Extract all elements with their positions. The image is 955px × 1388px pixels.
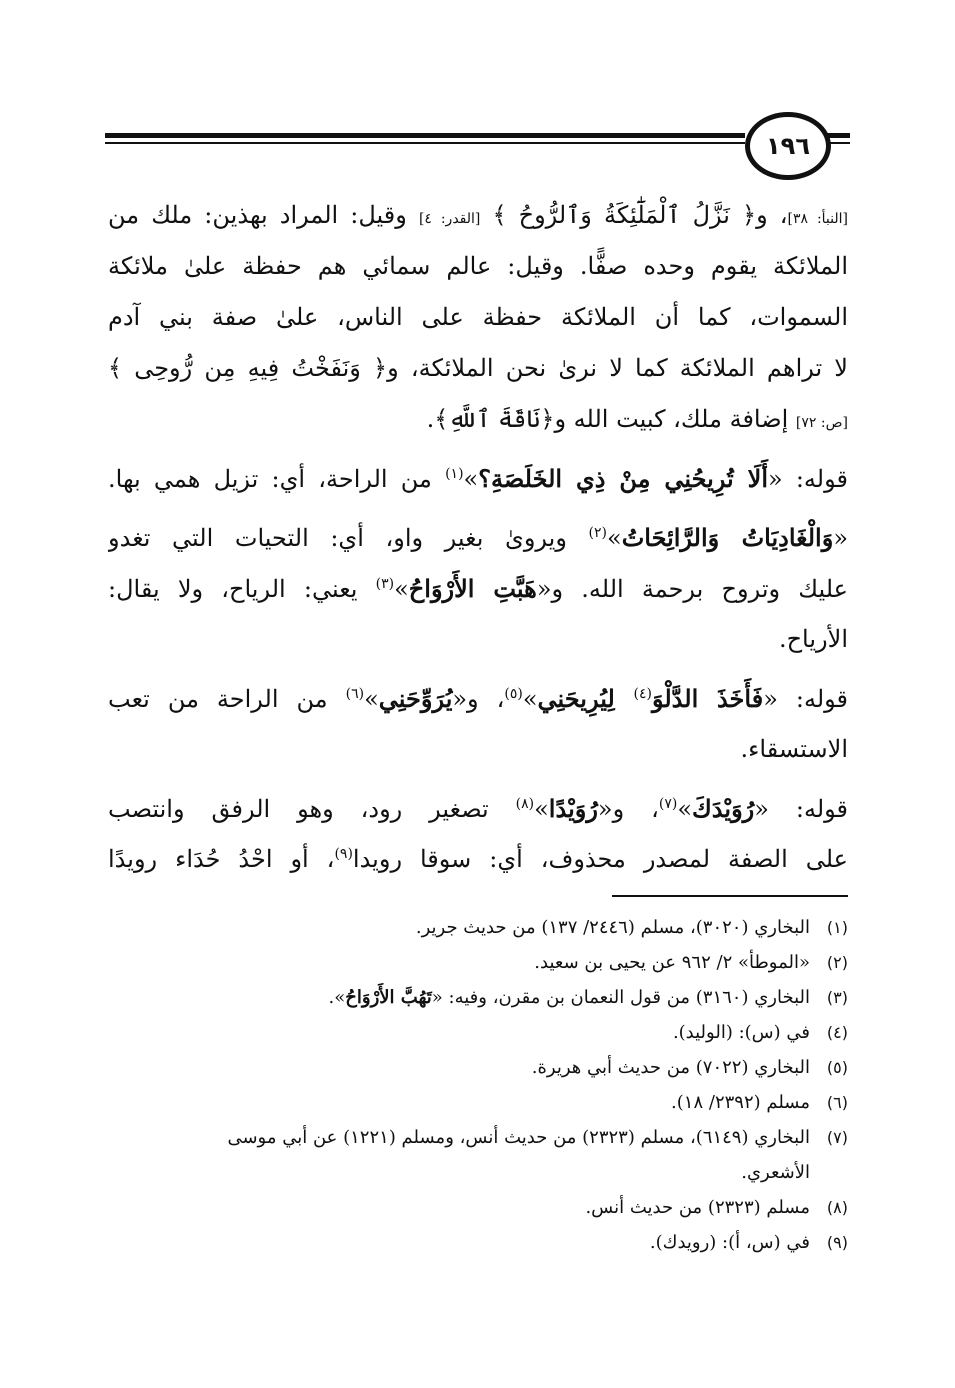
footnote-text: مسلم (٢٣٩٢/ ١٨). [671, 1092, 810, 1113]
text-segment: من الراحة، أي: تزيل همي بها. [108, 465, 446, 493]
footnote-item [108, 980, 848, 1015]
footnote-ref[interactable]: (٦) [345, 686, 365, 702]
text-segment: وقيل: المراد بهذين: ملك من [108, 201, 419, 229]
text-segment: تصغير رود، وهو الرفق وانتصب [108, 795, 516, 823]
footnote-item [108, 1190, 848, 1225]
footnote-number: (٨) [826, 1198, 848, 1217]
text-segment: « [833, 524, 848, 552]
citation: [النبأ: ٣٨] [787, 211, 848, 227]
footnote-text-segment: ». [328, 987, 346, 1008]
footnote-item [108, 1015, 848, 1050]
hadith-phrase: فَأَخَذَ الدَّلْوَ [651, 684, 764, 713]
text-line: الأرياح. [778, 625, 848, 653]
footnote-item [108, 1120, 848, 1190]
hadith-phrase: هَبَّتِ الأَرْوَاحُ [408, 574, 537, 603]
footnote-item [108, 1225, 848, 1260]
text-segment: » [534, 795, 549, 823]
footnote-text-segment: البخاري (٣١٦٠) من قول النعمان بن مقرن، وفيه: « [431, 987, 810, 1008]
text-line [108, 834, 848, 885]
footnote-text: في (س، أ): (رويدك). [649, 1232, 810, 1253]
header-rule [105, 133, 745, 138]
main-text [108, 190, 848, 885]
footnote-ref[interactable]: (١) [445, 466, 464, 482]
text-segment: قوله: « [767, 465, 848, 493]
text-line [108, 190, 848, 241]
footnote-number: (٦) [826, 1093, 848, 1112]
page-header [105, 120, 850, 180]
text-segment: » [394, 575, 409, 603]
text-segment: . [426, 405, 435, 433]
text-segment: يعني: الرياح، ولا يقال: [108, 575, 376, 603]
hadith-phrase: رُوَيْدَكَ [692, 794, 755, 823]
text-segment: قوله: « [754, 795, 848, 823]
text-segment: على الصفة لمصدر محذوف، أي: سوقا رويدا [352, 845, 848, 873]
footnote-ref[interactable]: (٧) [658, 796, 678, 812]
quran-quote: ﴿نَاقَةَ ٱللَّهِ﴾ [434, 405, 555, 433]
text-segment: » [607, 524, 622, 552]
footnote-ref[interactable]: (٩) [334, 846, 353, 862]
footnote-number: (٧) [826, 1128, 848, 1147]
text-segment: ، و« [452, 685, 505, 713]
text-segment: » [364, 685, 379, 713]
text-line [108, 343, 848, 394]
text-segment: ويروىٰ بغير واو، أي: التحيات التي تغدو [108, 524, 589, 552]
footnotes [108, 910, 848, 1260]
text-segment: عليك وتروح برحمة الله. و« [536, 575, 848, 603]
text-line [108, 563, 848, 614]
footnote-number: (٤) [826, 1023, 848, 1042]
footnote-item [108, 1085, 848, 1120]
text-line: الاستسقاء. [740, 735, 848, 763]
hadith-phrase: رُوَيْدًا [548, 794, 598, 823]
text-line [108, 512, 848, 563]
footnote-separator [612, 895, 848, 897]
page-number: ١٩٦ [745, 112, 831, 180]
text-segment: ، و« [597, 795, 659, 823]
text-line [108, 673, 848, 724]
footnote-item [108, 1050, 848, 1085]
text-line [108, 394, 848, 445]
quran-quote: ﴿ وَنَفَخْتُ فِيهِ مِن رُّوحِى ﴾ [108, 354, 388, 382]
footnote-number: (١) [826, 918, 848, 937]
citation: [ص: ٧٢] [795, 415, 848, 431]
hadith-phrase: لِيُرِيحَنِي [537, 684, 634, 713]
footnote-ref[interactable]: (٣) [375, 576, 395, 592]
hadith-phrase: يُرَوِّحَنِي [378, 684, 453, 713]
footnote-text [108, 980, 810, 1015]
footnote-text: «الموطأ» ٢/ ٩٦٢ عن يحيى بن سعيد. [534, 952, 810, 973]
footnote-text-segment: الأشعري. [741, 1162, 810, 1183]
hadith-phrase: أَلَا تُرِيحُنِي مِنْ ذِي الخَلَصَةِ؟ [478, 464, 768, 493]
footnote-text: مسلم (٢٣٢٣) من حديث أنس. [585, 1197, 810, 1218]
hadith-phrase: وَالْغَادِيَاتُ وَالرَّائِحَاتُ [621, 523, 834, 552]
text-segment: » [522, 685, 538, 713]
footnote-item [108, 910, 848, 945]
footnote-ref[interactable]: (٨) [515, 796, 535, 812]
header-rule-thin [105, 142, 745, 144]
footnote-ref[interactable]: (٤) [633, 686, 652, 702]
text-segment: من الراحة من تعب [108, 685, 346, 713]
footnote-text: في (س): (الوليد). [672, 1022, 810, 1043]
text-segment: ، و [756, 201, 788, 229]
text-line: الملائكة يقوم وحده صفًّا. وقيل: عالم سمائي هم حفظة علىٰ ملائكة [108, 252, 848, 280]
text-line: السموات، كما أن الملائكة حفظة على الناس، علىٰ صفة بني آدم [108, 303, 848, 331]
footnote-text: البخاري (٣٠٢٠)، مسلم (٢٤٤٦/ ١٣٧) من حديث جرير. [415, 917, 810, 938]
text-line [108, 783, 848, 834]
footnote-text: البخاري (٧٠٢٢) من حديث أبي هريرة. [531, 1057, 810, 1078]
footnote-text-segment: البخاري (٦١٤٩)، مسلم (٢٣٢٣) من حديث أنس، ومسلم (١٢٢١) عن أبي موسى [227, 1127, 810, 1148]
footnote-text [108, 1120, 810, 1190]
citation: [القدر: ٤] [418, 211, 481, 227]
text-segment: إضافة ملك، كبيت الله و [554, 405, 796, 433]
footnote-ref[interactable]: (٥) [504, 686, 523, 702]
text-segment: لا تراهم الملائكة كما لا نرىٰ نحن الملائكة، و [387, 354, 848, 382]
text-segment: قوله: « [763, 685, 848, 713]
footnote-number: (٣) [826, 988, 848, 1007]
text-segment: » [463, 465, 479, 493]
footnote-number: (٢) [826, 953, 848, 972]
text-segment: ، أو احْدُ حُدَاء رويدًا [108, 845, 335, 873]
footnote-number: (٥) [826, 1058, 848, 1077]
footnote-item [108, 945, 848, 980]
text-segment: » [677, 795, 693, 823]
quran-quote: ﴿ نَزَّلُ ٱلْمَلَٰٓئِكَةُ وَٱلرُّوحُ ﴾ [492, 201, 757, 229]
hadith-phrase: تَهُبَّ الأَرْوَاحُ [345, 987, 432, 1008]
footnote-number: (٩) [826, 1233, 848, 1252]
text-line [108, 453, 848, 504]
footnote-ref[interactable]: (٢) [588, 525, 607, 541]
